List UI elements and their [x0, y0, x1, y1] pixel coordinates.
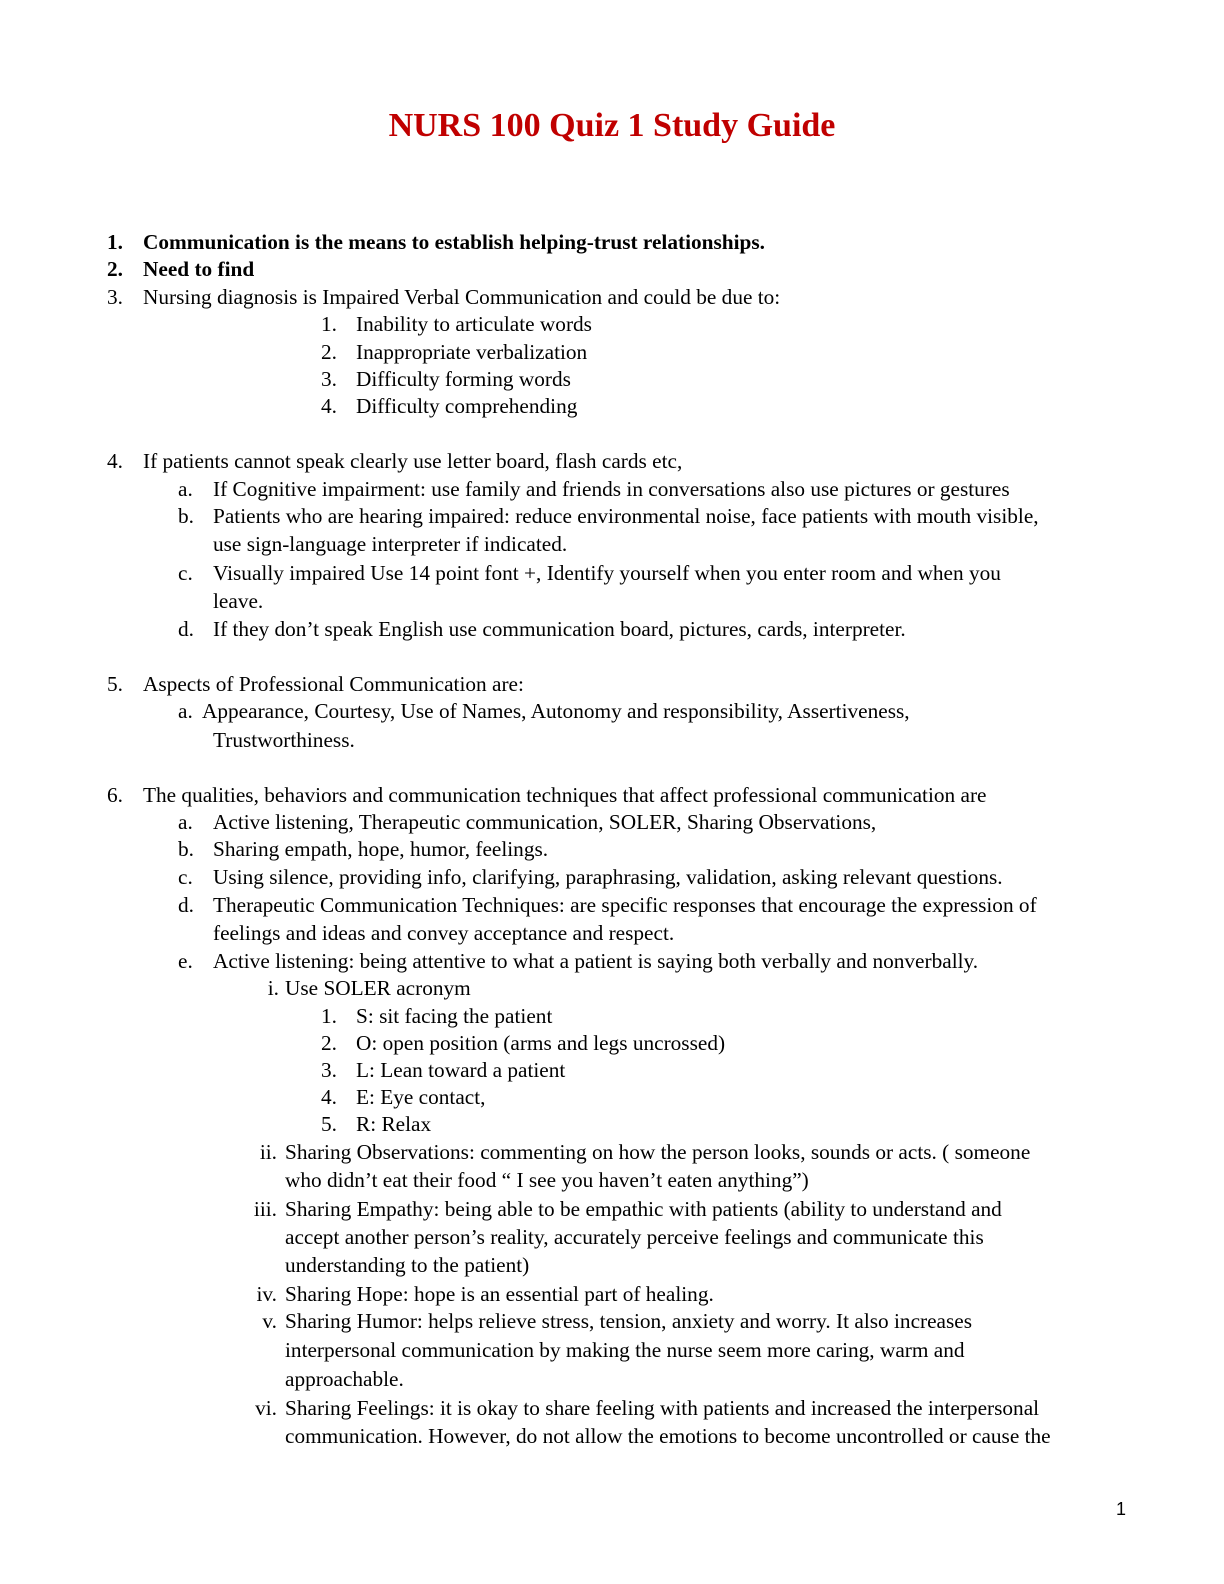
list-item-text: Sharing Feelings: it is okay to share feeling with patients and increased the interpersonal	[285, 1396, 1040, 1420]
list-item-text: S: sit facing the patient	[356, 1004, 553, 1028]
list-item-continuation: communication. However, do not allow the emotions to become uncontrolled or cause the	[285, 1424, 1051, 1448]
list-item-continuation: accept another person’s reality, accurately perceive feelings and communicate this	[285, 1225, 984, 1249]
list-marker: 1.	[107, 230, 123, 254]
list-marker: 2.	[321, 1031, 337, 1055]
list-marker: a.	[178, 477, 193, 501]
list-item-text: Sharing Humor: helps relieve stress, tension, anxiety and worry. It also increases	[285, 1309, 973, 1333]
list-item-text: Sharing Empathy: being able to be empathic with patients (ability to understand and	[285, 1197, 1002, 1221]
list-item-text: If they don’t speak English use communication board, pictures, cards, interpreter.	[213, 617, 906, 641]
list-item-continuation: interpersonal communication by making the nurse seem more caring, warm and	[285, 1338, 965, 1362]
list-item-text: Visually impaired Use 14 point font +, Identify yourself when you enter room and when you	[213, 561, 1001, 585]
list-item-continuation: Trustworthiness.	[213, 728, 355, 752]
list-marker: b.	[178, 837, 194, 861]
list-marker: v.	[262, 1309, 277, 1333]
list-item-text: If patients cannot speak clearly use letter board, flash cards etc,	[143, 449, 683, 473]
list-item-continuation: use sign-language interpreter if indicated.	[213, 532, 568, 556]
list-marker: a.	[178, 810, 193, 834]
list-marker: i.	[267, 976, 279, 1000]
list-item-text: Aspects of Professional Communication are:	[143, 672, 524, 696]
list-item-text: Patients who are hearing impaired: reduce environmental noise, face patients with mouth visible,	[213, 504, 1039, 528]
list-marker: 4.	[107, 449, 123, 473]
list-marker: c.	[178, 561, 193, 585]
list-item-text: Therapeutic Communication Techniques: are specific responses that encourage the expression of	[213, 893, 1037, 917]
list-marker: 3.	[321, 1058, 337, 1082]
list-item-text: Use SOLER acronym	[285, 976, 471, 1000]
list-marker: a.	[178, 699, 193, 723]
list-item-continuation: who didn’t eat their food “ I see you haven’t eaten anything”)	[285, 1168, 809, 1192]
list-marker: ii.	[259, 1140, 277, 1164]
list-item-text: Nursing diagnosis is Impaired Verbal Communication and could be due to:	[143, 285, 781, 309]
list-marker: 2.	[321, 340, 337, 364]
list-item-text: Using silence, providing info, clarifying, paraphrasing, validation, asking relevant questions.	[213, 865, 1003, 889]
list-marker: iii.	[253, 1197, 277, 1221]
list-item-continuation: leave.	[213, 589, 264, 613]
list-marker: c.	[178, 865, 193, 889]
list-item-text: Sharing empath, hope, humor, feelings.	[213, 837, 549, 861]
list-item-text: R: Relax	[356, 1112, 432, 1136]
list-item-text: Communication is the means to establish helping-trust relationships.	[143, 230, 766, 254]
list-marker: 5.	[321, 1112, 337, 1136]
list-marker: vi.	[255, 1396, 277, 1420]
page-number: 1	[1116, 1499, 1127, 1519]
list-item-text: The qualities, behaviors and communication techniques that affect professional communication are	[143, 783, 987, 807]
list-item-text: Need to find	[143, 257, 255, 281]
list-item-text: L: Lean toward a patient	[356, 1058, 566, 1082]
document-title: NURS 100 Quiz 1 Study Guide	[388, 107, 836, 144]
list-item-text: E: Eye contact,	[356, 1085, 486, 1109]
list-item-text: Active listening: being attentive to what a patient is saying both verbally and nonverbally.	[213, 949, 979, 973]
list-marker: 4.	[321, 1085, 337, 1109]
list-marker: b.	[178, 504, 194, 528]
list-item-text: Sharing Hope: hope is an essential part of healing.	[285, 1282, 714, 1306]
list-item-text: Appearance, Courtesy, Use of Names, Autonomy and responsibility, Assertiveness,	[202, 699, 910, 723]
list-marker: 1.	[321, 1004, 337, 1028]
list-item-text: Inappropriate verbalization	[356, 340, 588, 364]
list-marker: e.	[178, 949, 193, 973]
list-marker: 3.	[321, 367, 337, 391]
list-marker: 4.	[321, 394, 337, 418]
list-item-text: Difficulty comprehending	[356, 394, 578, 418]
list-item-text: If Cognitive impairment: use family and friends in conversations also use pictures or gestures	[213, 477, 1010, 501]
list-marker: 5.	[107, 672, 123, 696]
list-item-text: O: open position (arms and legs uncrossed)	[356, 1031, 726, 1055]
list-item-text: Difficulty forming words	[356, 367, 571, 391]
list-marker: 1.	[321, 312, 337, 336]
list-item-continuation: feelings and ideas and convey acceptance and respect.	[213, 921, 675, 945]
list-item-text: Inability to articulate words	[356, 312, 592, 336]
list-item-continuation: understanding to the patient)	[285, 1253, 530, 1277]
list-marker: 2.	[107, 257, 123, 281]
list-item-continuation: approachable.	[285, 1367, 404, 1391]
list-item-text: Active listening, Therapeutic communication, SOLER, Sharing Observations,	[213, 810, 877, 834]
list-marker: d.	[178, 893, 194, 917]
list-marker: 3.	[107, 285, 123, 309]
list-item-text: Sharing Observations: commenting on how the person looks, sounds or acts. ( someone	[285, 1140, 1031, 1164]
list-marker: 6.	[107, 783, 123, 807]
list-marker: d.	[178, 617, 194, 641]
list-marker: iv.	[256, 1282, 277, 1306]
